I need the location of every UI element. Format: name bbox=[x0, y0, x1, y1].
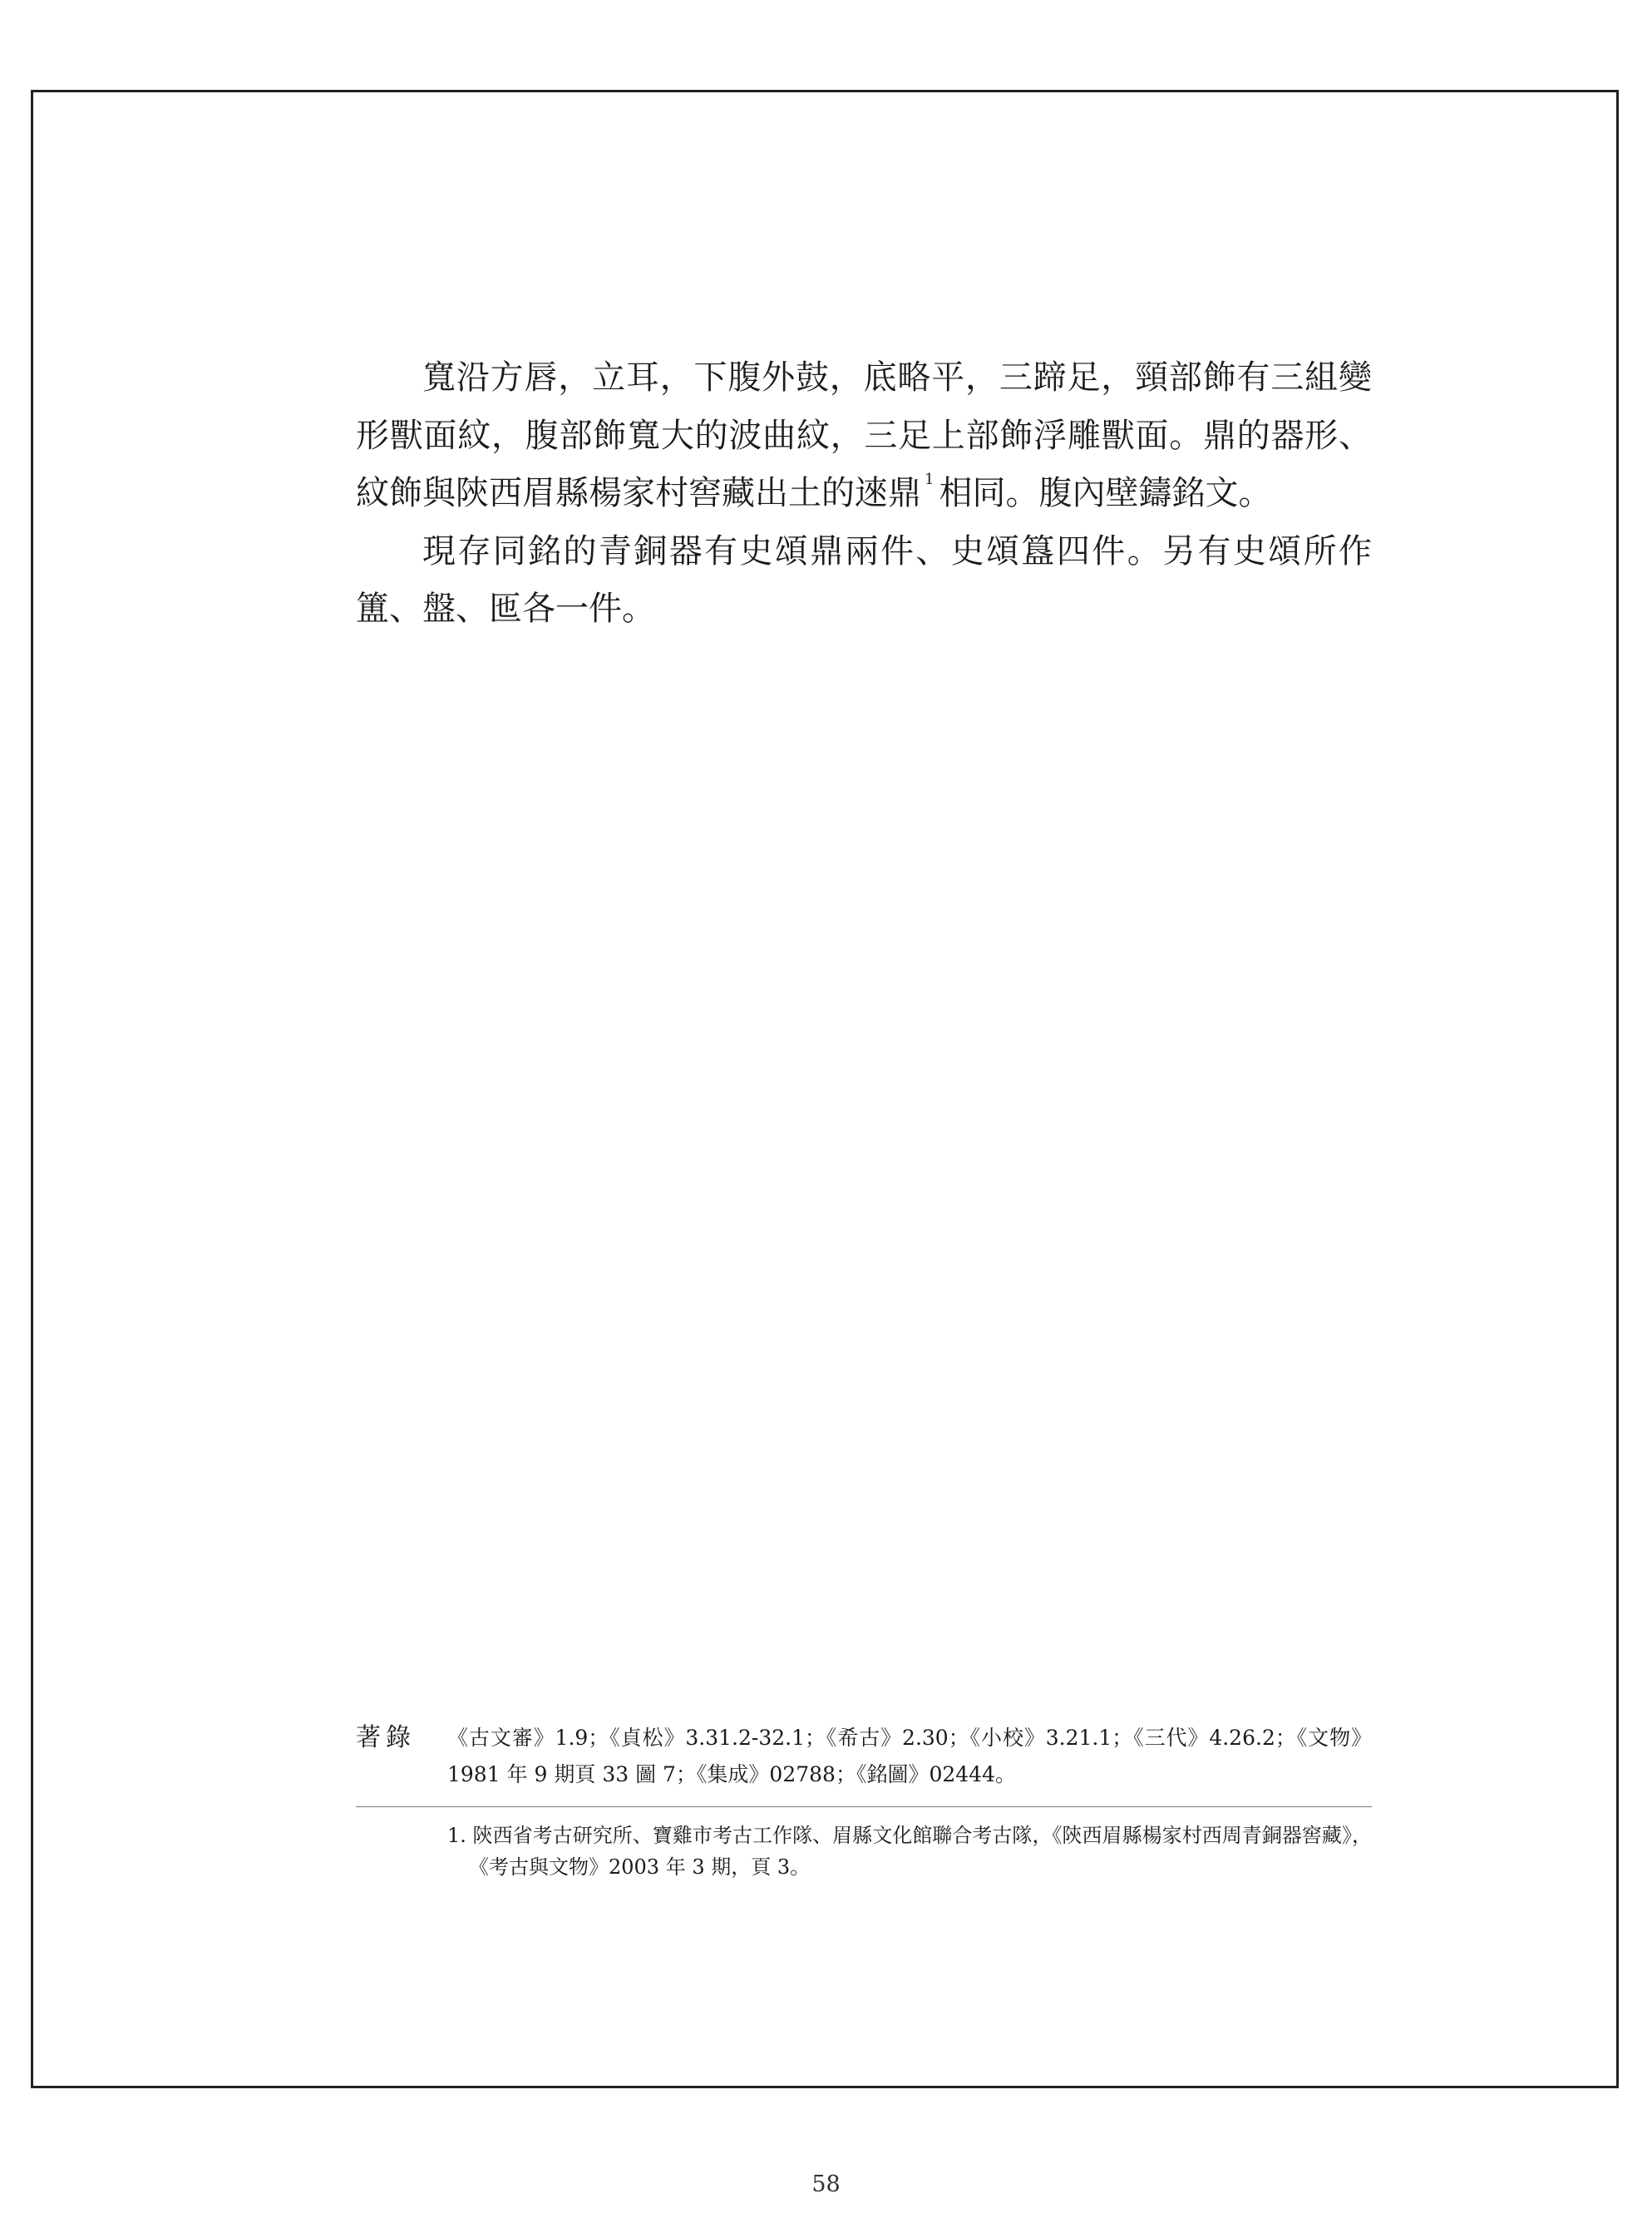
paragraph-1-text-end: 相同。腹內壁鑄銘文。 bbox=[939, 474, 1272, 512]
catalog-label: 著錄 bbox=[356, 1723, 416, 1752]
main-text bbox=[356, 349, 1372, 639]
footnote: 1. 陝西省考古研究所、寶雞市考古工作隊、眉縣文化館聯合考古隊，《陝西眉縣楊家村西周青銅器窖藏》，《考古與文物》2003 年 3 期，頁 3。 bbox=[447, 1824, 1372, 1879]
catalog-text: 《古文審》1.9；《貞松》3.31.2-32.1；《希古》2.30；《小校》3.21.1；《三代》4.26.2；《文物》1981 年 9 期頁 33 圖 7；《集成》02788；《銘圖》02444。 bbox=[447, 1726, 1372, 1786]
footnote-divider bbox=[356, 1806, 1372, 1807]
paragraph-1-text: 寬沿方唇，立耳，下腹外鼓，底略平，三蹄足，頸部飾有三組變形獸面紋，腹部飾寬大的波曲紋，三足上部飾浮雕獸面。鼎的器形、紋飾與陝西眉縣楊家村窖藏出土的逨鼎 bbox=[356, 358, 1372, 512]
body-paragraph-2: 現存同銘的青銅器有史頌鼎兩件、史頌簋四件。另有史頌所作簠、盤、匜各一件。 bbox=[356, 531, 1372, 628]
page-number: 58 bbox=[811, 2171, 841, 2197]
footnote-reference: 1 bbox=[925, 471, 934, 488]
body-paragraph-1 bbox=[356, 349, 1372, 523]
catalog-section bbox=[356, 1720, 1372, 1793]
